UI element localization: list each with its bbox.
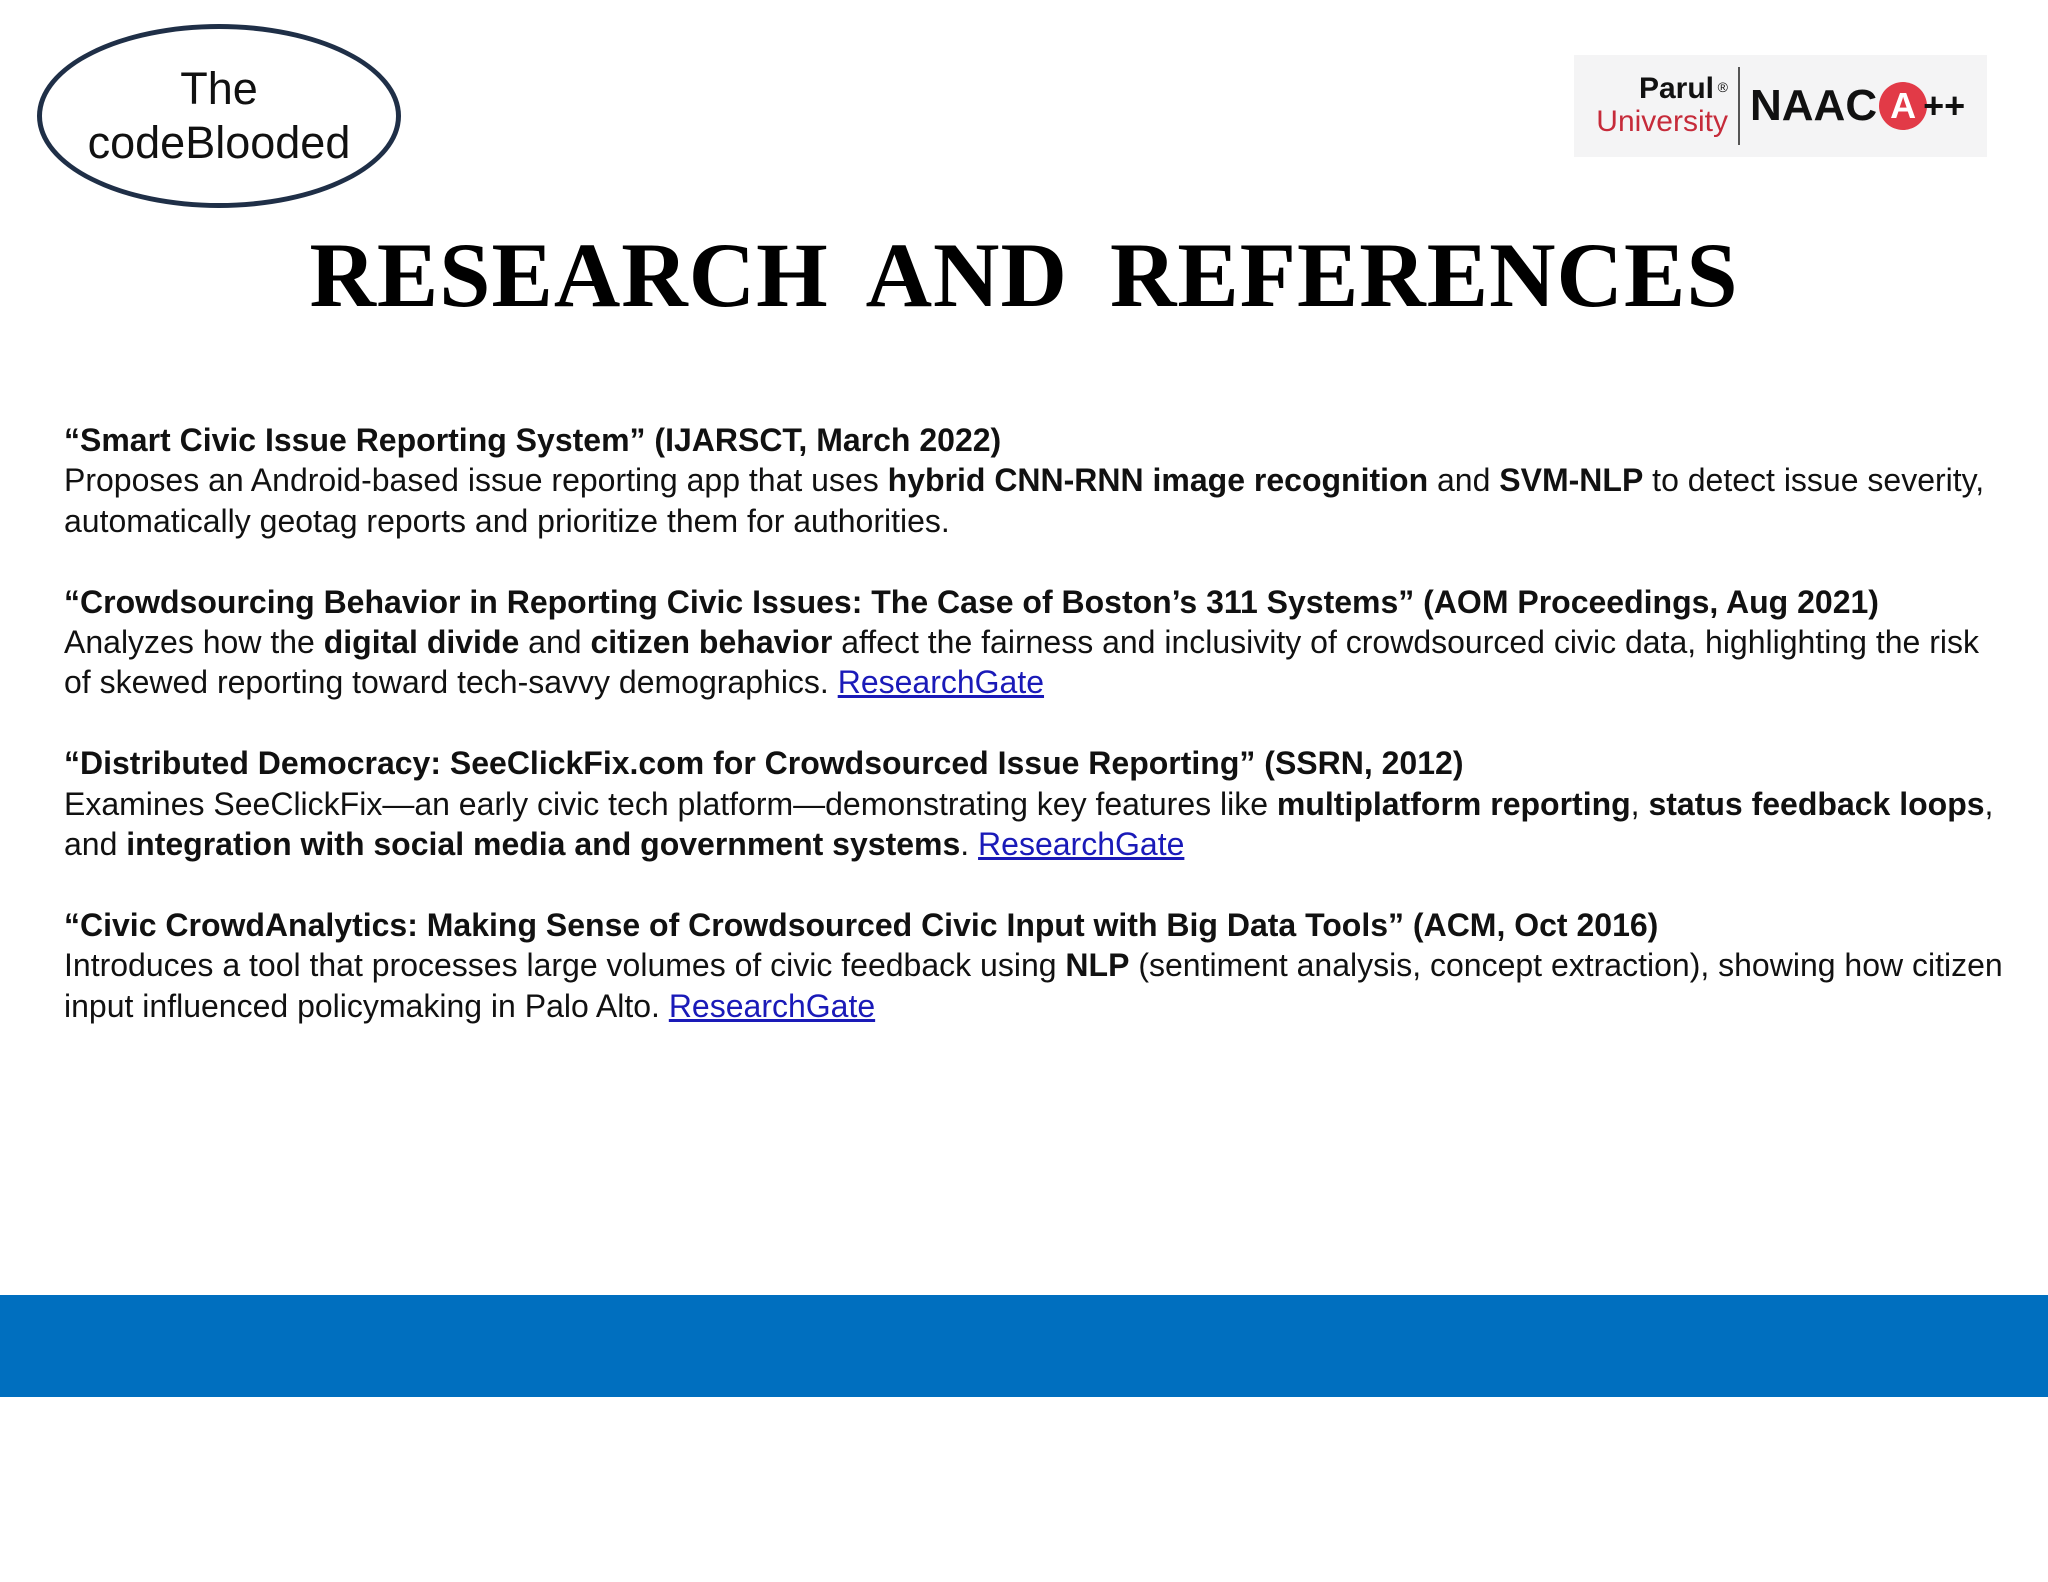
reference-summary — [64, 460, 2004, 541]
reference-summary-text: Examines SeeClickFix—an early civic tech platform—demonstrating key features like — [64, 785, 1277, 822]
reference-summary — [64, 622, 2004, 703]
reference-summary-text: affect the fairness and inclusivity of crowdsourced civic data, highlighting the risk of skewed reporting toward tech-savvy demographics. — [64, 624, 1979, 701]
reference-title: “Civic CrowdAnalytics: Making Sense of Crowdsourced Civic Input with Big Data Tools” (ACM, Oct 2016) — [64, 906, 1659, 943]
page-title: RESEARCH AND REFERENCES — [309, 224, 1739, 326]
researchgate-link[interactable]: ResearchGate — [668, 987, 876, 1024]
naac-logo-text: NAAC — [1750, 81, 1878, 130]
reference-keyword: hybrid CNN-RNN image recognition — [887, 462, 1429, 499]
reference-title: “Distributed Democracy: SeeClickFix.com for Crowdsourced Issue Reporting” (SSRN, 2012) — [64, 745, 1464, 782]
reference-summary-text: to detect issue severity, automatically geotag reports and prioritize them for authorities. — [64, 462, 1985, 539]
reference-keyword: status feedback loops — [1648, 785, 1985, 822]
reference-summary-text: Introduces a tool that processes large volumes of civic feedback using — [64, 947, 1066, 984]
reference-keyword: NLP — [1065, 947, 1130, 984]
reference-keyword: digital divide — [323, 624, 520, 661]
parul-logo-name-text: Parul — [1638, 72, 1714, 105]
reference-summary-text: and — [519, 624, 591, 661]
registered-mark: ® — [1717, 79, 1728, 95]
reference-item — [64, 743, 2004, 864]
reference-keyword: SVM-NLP — [1499, 462, 1644, 499]
naac-logo — [1750, 81, 1965, 131]
parul-logo — [1574, 73, 1734, 139]
naac-grade-badge: A — [1879, 82, 1927, 130]
reference-item — [64, 420, 2004, 541]
reference-summary-text: Proposes an Android-based issue reporting app that uses — [64, 462, 888, 499]
researchgate-link[interactable]: ResearchGate — [837, 664, 1045, 701]
researchgate-link[interactable]: ResearchGate — [978, 826, 1185, 863]
reference-summary — [64, 784, 2004, 865]
reference-title: “Crowdsourcing Behavior in Reporting Civic Issues: The Case of Boston’s 311 Systems” (AOM Proceedings, Aug 2021) — [64, 583, 1879, 620]
reference-summary-text: , and — [64, 785, 1994, 863]
team-name-line-1: The — [180, 63, 258, 114]
reference-item — [64, 582, 2004, 703]
references-list — [64, 420, 2004, 1066]
parul-logo-sub: University — [1596, 105, 1728, 138]
reference-keyword: integration with social media and government systems — [126, 826, 961, 863]
reference-summary-text: Analyzes how the — [64, 624, 324, 661]
reference-summary-text: (sentiment analysis, concept extraction), showing how citizen input influenced policymaking in Palo Alto. — [64, 947, 2003, 1024]
reference-summary-text: , — [1630, 785, 1649, 822]
university-logo — [1574, 55, 1987, 157]
naac-grade-suffix: ++ — [1923, 85, 1966, 126]
footer-band — [0, 1295, 2048, 1397]
reference-keyword: citizen behavior — [590, 624, 833, 661]
team-name-oval — [37, 24, 401, 208]
reference-item — [64, 905, 2004, 1026]
parul-logo-name — [1639, 73, 1728, 105]
reference-keyword: multiplatform reporting — [1276, 785, 1631, 822]
logo-divider — [1738, 67, 1740, 145]
reference-summary-text: and — [1428, 462, 1500, 499]
reference-summary — [64, 945, 2004, 1026]
reference-title: “Smart Civic Issue Reporting System” (IJARSCT, March 2022) — [64, 422, 1002, 458]
reference-summary-text: . — [960, 826, 979, 863]
team-name-line-2: codeBlooded — [87, 117, 351, 168]
